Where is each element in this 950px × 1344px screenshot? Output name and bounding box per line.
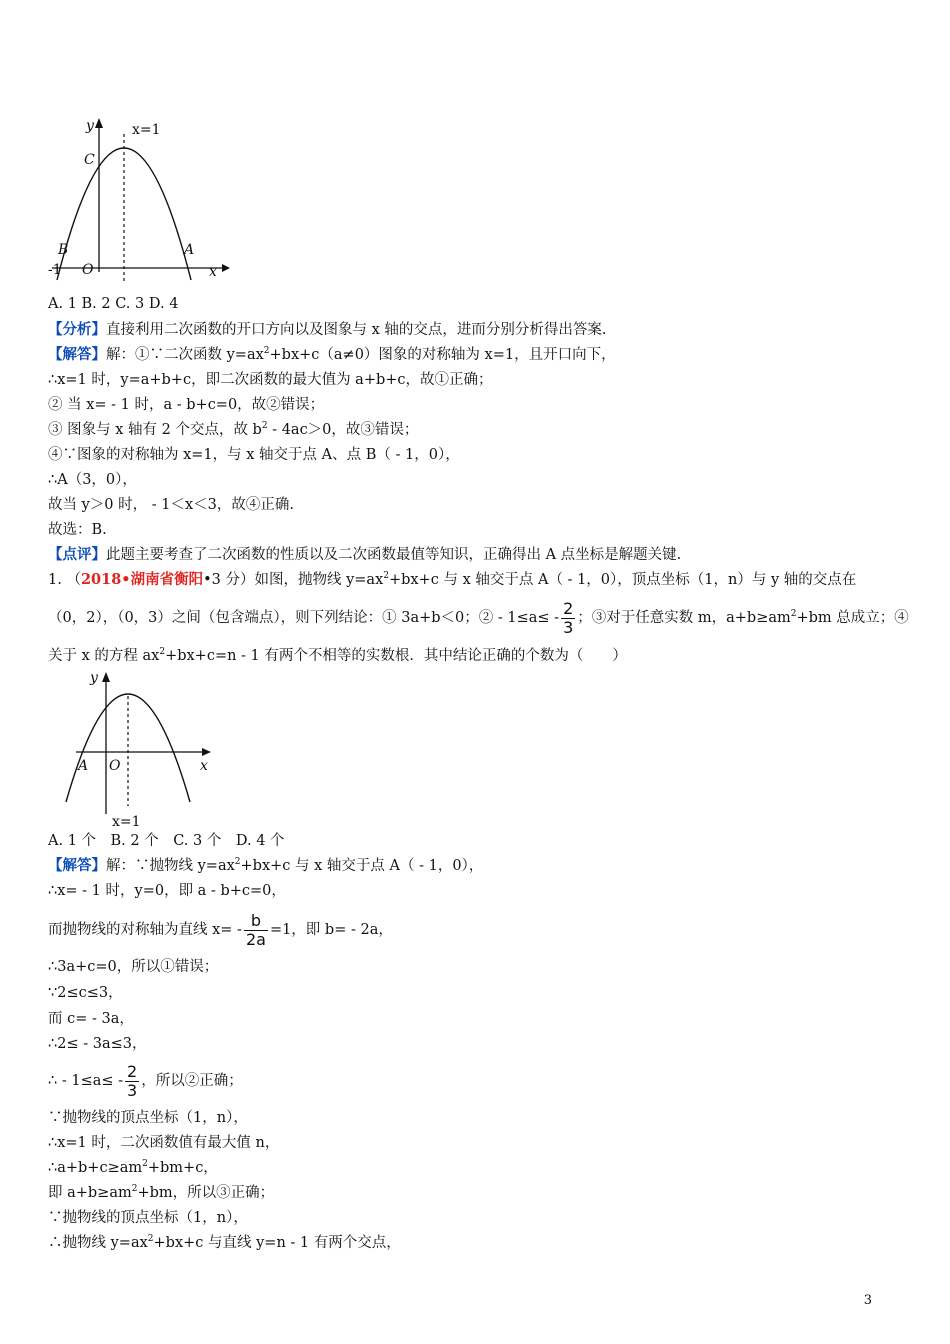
answer-line-8: ∴ - 1≤a≤ - $\frac{2}{3}$ ，所以②正确； <box>48 1061 243 1100</box>
analysis-line <box>48 320 607 340</box>
comment-line: 【点评】此题主要考查了二次函数的性质以及二次函数最值等知识，正确得出 A 点坐标是解题关键. <box>48 546 682 563</box>
solution-line-3: ② 当 x= - 1 时，a - b+c=0，故②错误； <box>48 397 325 413</box>
solution-line-2: ∴x=1 时，y=a+b+c，即二次函数的最大值为 a+b+c，故①正确； <box>48 372 493 388</box>
answer-line-9: ∵抛物线的顶点坐标（1，n）， <box>48 1110 248 1126</box>
answer-line-1: 【解答】解：∵抛物线 $y=ax^2+bx+c$ 与 x 轴交于点 A（ - 1，0）， <box>48 857 484 874</box>
question-source: 2018•湖南省衡阳 <box>80 571 204 588</box>
solution-line-7: 故当 y＞0 时， - 1＜x＜3，故④正确. <box>48 497 294 513</box>
point-b-label: B <box>58 242 69 258</box>
neg-one-label: -1 <box>48 262 62 278</box>
parabola-graph-1 <box>44 112 234 287</box>
solution-tag-2: 【解答】 <box>48 857 106 874</box>
question-line-1: 1. （2018•湖南省衡阳•3 分）如图，抛物线 $y=ax^2+bx+c$ 与 x 轴交于点 A（ - 1，0），顶点坐标（1，n）与 y 轴的交点在 <box>48 571 857 588</box>
solution-line-5: ④∵图象的对称轴为 x=1，与 x 轴交于点 A、点 B（ - 1，0）， <box>48 447 460 463</box>
fraction-b-over-2a: $\frac{b}{2a}$ <box>245 910 266 949</box>
y-label: y <box>90 670 98 686</box>
question-line-3: 关于 x 的方程 $ax^2+bx+c=n - 1$ 有两个不相等的实数根．其中结论正确的个数为（ ） <box>48 647 627 664</box>
choices-2: A. 1 个 B. 2 个 C. 3 个 D. 4 个 <box>48 833 285 849</box>
answer-line-11: $\therefore a+b+c\ge am^2+bm+c$， <box>48 1159 218 1176</box>
origin-label: O <box>82 262 94 278</box>
answer-line-13: ∵抛物线的顶点坐标（1，n）， <box>48 1210 248 1226</box>
point-a-label: A <box>184 242 195 258</box>
y-label: y <box>86 118 94 134</box>
point-c-label: C <box>84 152 95 168</box>
answer-line-10: ∴x=1 时，二次函数值有最大值 n， <box>48 1135 280 1151</box>
symmetry-label: x=1 <box>132 122 161 138</box>
answer-line-3: 而抛物线的对称轴为直线 x= - $\frac{b}{2a}$ =1，即 b= - 2a， <box>48 910 393 949</box>
page-number: 3 <box>863 1293 872 1308</box>
answer-line-6: 而 c= - 3a， <box>48 1011 134 1027</box>
x-axis-arrow-icon <box>202 748 211 756</box>
x-label: x <box>200 758 208 774</box>
answer-line-5: ∵2≤c≤3， <box>48 985 123 1001</box>
origin-label: O <box>109 758 121 774</box>
comment-tag: 【点评】 <box>48 546 106 563</box>
solution-line-6: ∴A（3，0）， <box>48 472 137 488</box>
x-axis-arrow-icon <box>222 264 230 272</box>
y-axis-arrow-icon <box>102 672 110 682</box>
choices-1: A. 1 B. 2 C. 3 D. 4 <box>48 296 179 312</box>
fraction-two-thirds-2: $\frac{2}{3}$ <box>127 1061 138 1100</box>
answer-line-7: ∴2≤ - 3a≤3， <box>48 1036 147 1052</box>
solution-line-8: 故选：B. <box>48 522 107 538</box>
analysis-text: 直接利用二次函数的开口方向以及图象与 x 轴的交点，进而分别分析得出答案. <box>106 322 607 338</box>
solution-line-4: ③ 图象与 x 轴有 2 个交点，故 $b^2 - 4ac>0$，故③错误； <box>48 421 419 438</box>
question-line-2: （0，2），（0，3）之间（包含端点），则下列结论：① 3a+b＜0；② - 1≤a≤ - $\frac{2}{3}$ ；③对于任意实数 m，$a+b\ge am^2+bm$ 总成立；④ <box>48 598 909 637</box>
parabola-graph-2 <box>44 666 224 830</box>
answer-line-14: ∴抛物线 $y=ax^2+bx+c$ 与直线 y=n - 1 有两个交点， <box>48 1234 401 1251</box>
answer-line-12: 即 $a+b\ge am^2+bm$，所以③正确； <box>48 1184 275 1201</box>
point-a-label: A <box>78 758 89 774</box>
answer-line-2: ∴x= - 1 时，y=0，即 a - b+c=0， <box>48 883 286 899</box>
symmetry-label: x=1 <box>112 814 141 830</box>
answer-line-4: ∴3a+c=0，所以①错误； <box>48 959 219 975</box>
fraction-two-thirds: $\frac{2}{3}$ <box>563 598 574 637</box>
x-label: x <box>209 264 217 280</box>
y-axis-arrow-icon <box>95 118 103 128</box>
analysis-tag: 【分析】 <box>48 321 106 338</box>
solution-line-1: 【解答】解：①∵二次函数 $y=ax^2+bx+c(a\ne 0)$图象的对称轴为 x=1，且开口向下， <box>48 346 616 363</box>
solution-tag: 【解答】 <box>48 346 106 363</box>
